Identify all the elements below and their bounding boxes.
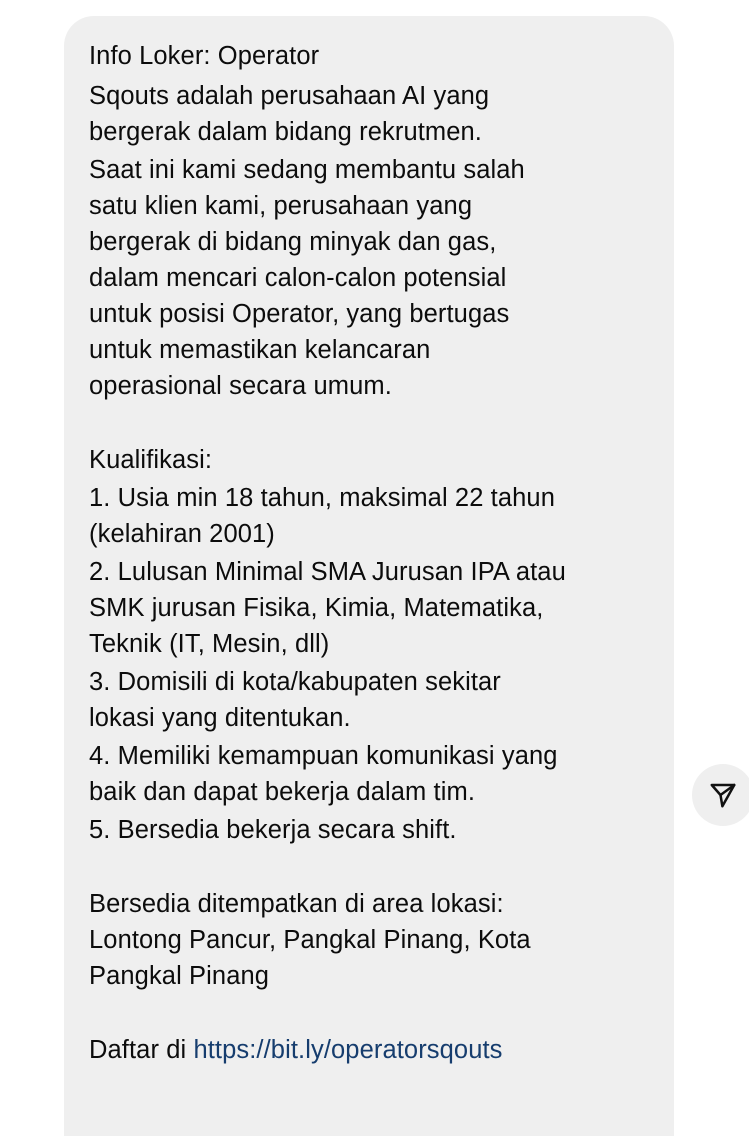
intro-paragraph-1: Sqouts adalah perusahaan AI yang bergerak dalam bidang rekrutmen. [89, 82, 490, 146]
spacer [89, 848, 654, 884]
qualification-item: 5. Bersedia bekerja secara shift. [89, 816, 457, 844]
spacer [89, 994, 654, 1030]
share-button[interactable] [692, 764, 749, 826]
qualification-item: 4. Memiliki kemampuan komunikasi yang baik dan dapat bekerja dalam tim. [89, 742, 558, 806]
register-prefix: Daftar di [89, 1036, 194, 1064]
register-line [89, 1032, 654, 1068]
qualification-item: 3. Domisili di kota/kabupaten sekitar lokasi yang ditentukan. [89, 668, 501, 732]
location-text: Bersedia ditempatkan di area lokasi: Lontong Pancur, Pangkal Pinang, Kota Pangkal Pinang [89, 890, 531, 990]
intro-paragraph-2: Saat ini kami sedang membantu salah satu klien kami, perusahaan yang bergerak di bidang minyak dan gas, dalam mencari calon-calon potensial untuk posisi Operator, yang bertugas untuk memastikan kelancaran operasional secara umum. [89, 156, 525, 400]
qualifications-heading: Kualifikasi: [89, 446, 213, 474]
message-bubble[interactable] [64, 16, 674, 1136]
register-link[interactable]: https://bit.ly/operatorsqouts [193, 1036, 503, 1064]
message-text [89, 38, 654, 1068]
message-title: Info Loker: Operator [89, 42, 320, 70]
qualification-item: 2. Lulusan Minimal SMA Jurusan IPA atau SMK jurusan Fisika, Kimia, Matematika, Teknik (IT, Mesin, dll) [89, 558, 566, 658]
qualification-item: 1. Usia min 18 tahun, maksimal 22 tahun (kelahiran 2001) [89, 484, 555, 548]
paper-plane-icon [708, 780, 738, 810]
spacer [89, 404, 654, 440]
